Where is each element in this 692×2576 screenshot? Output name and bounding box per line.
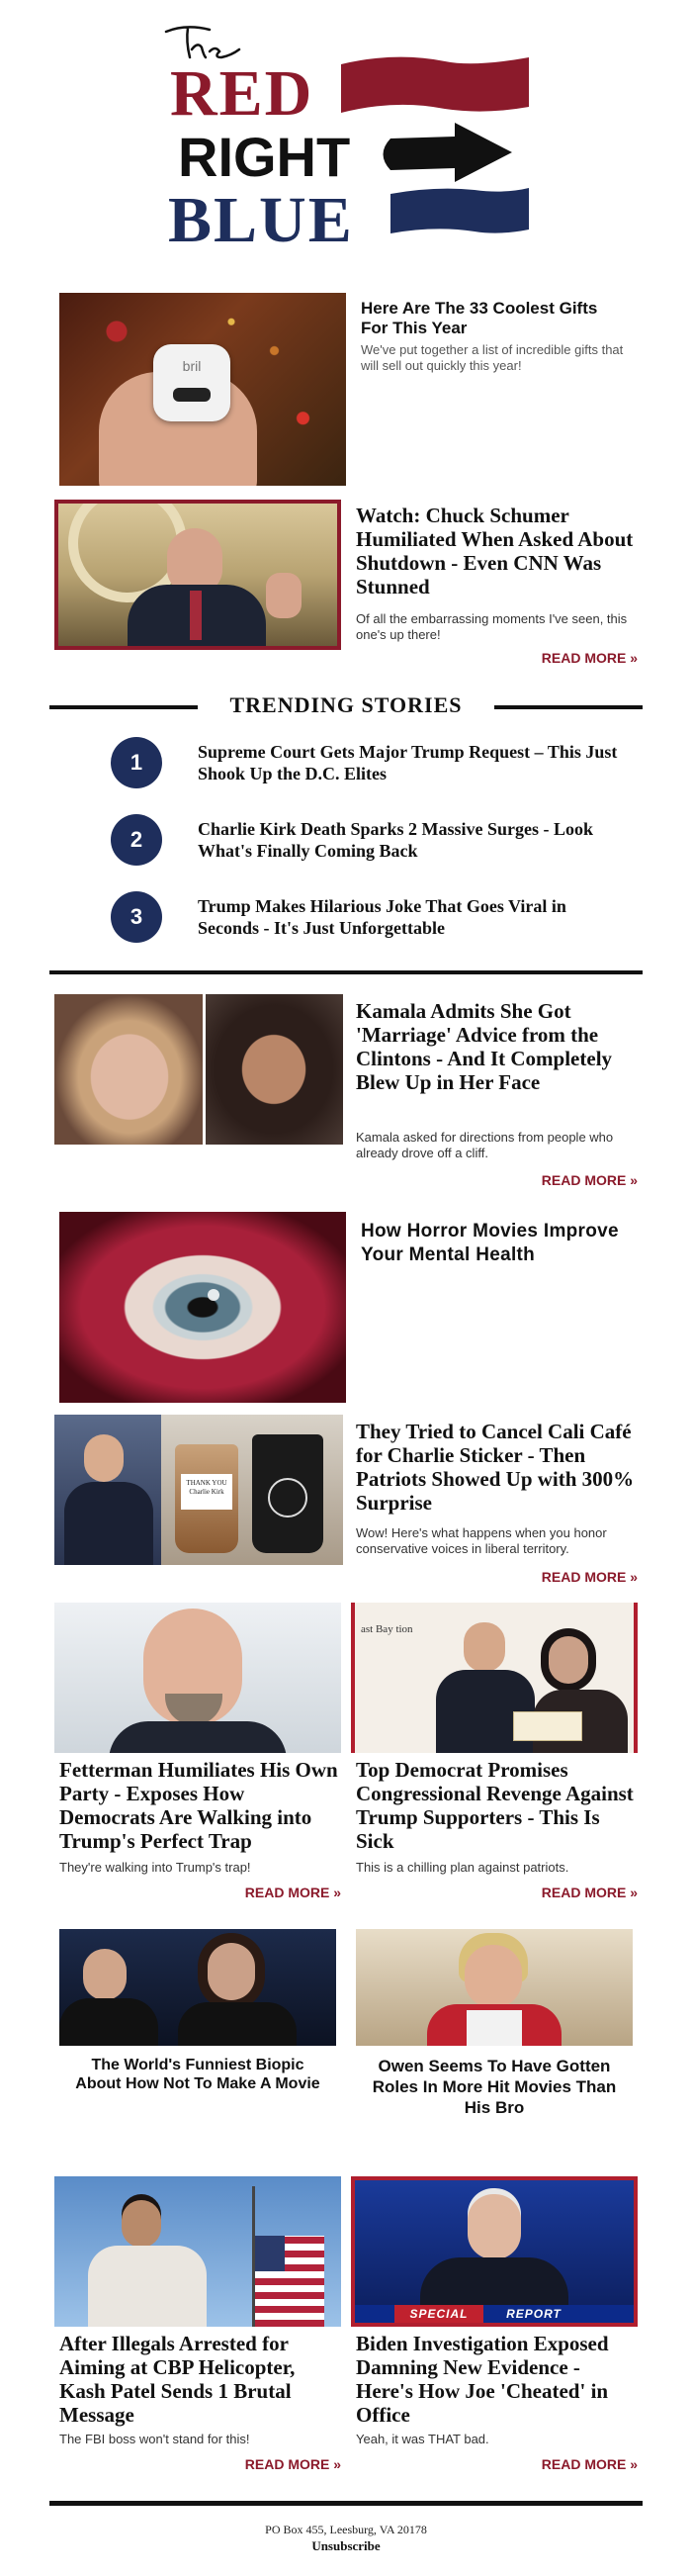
certificate (513, 1711, 582, 1741)
speaker-head (122, 2200, 161, 2248)
ad-owen-title[interactable]: Owen Seems To Have Gotten Roles In More Hit Movies Than His Bro (372, 2057, 617, 2117)
story-cafe-read-more[interactable]: READ MORE » (541, 1569, 638, 1585)
person-hand (266, 573, 302, 618)
biden-head (468, 2194, 521, 2259)
story-biden[interactable] (351, 2176, 638, 2478)
story-biden-read-more[interactable]: READ MORE » (541, 2456, 638, 2472)
ad-owen-image[interactable] (356, 1929, 633, 2046)
story-fetterman-text: They're walking into Trump's trap! (59, 1860, 251, 1875)
sign-backdrop: ast Bay tion (361, 1623, 413, 1635)
story-topdem-text: This is a chilling plan against patriots. (356, 1860, 569, 1875)
story-biden-image[interactable] (351, 2176, 638, 2327)
figure-right-suit (178, 2002, 297, 2046)
trending-item[interactable] (111, 814, 643, 874)
person-shirt (109, 1721, 287, 1753)
story-biden-title[interactable]: Biden Investigation Exposed Damning New Evidence - Here's How Joe 'Cheated' in Office (356, 2332, 609, 2427)
eye-highlight (208, 1289, 219, 1301)
story-cafe-title[interactable]: They Tried to Cancel Cali Café for Charlie Sticker - Then Patriots Showed Up with 300% Surprise (356, 1420, 635, 1515)
badge-report: REPORT (506, 2307, 562, 2321)
story-topdem-title[interactable]: Top Democrat Promises Congressional Revenge Against Trump Supporters - This Is Sick (356, 1758, 634, 1853)
trending-title[interactable]: Charlie Kirk Death Sparks 2 Massive Surges - Look What's Finally Coming Back (198, 819, 594, 861)
coffee-cup-clear (175, 1444, 238, 1553)
speaker-body (88, 2246, 207, 2327)
woman-head (549, 1636, 588, 1684)
trending-number-badge: 3 (111, 891, 162, 943)
footer-address: PO Box 455, Leesburg, VA 20178 (265, 2523, 427, 2536)
feature-schumer-text: Of all the embarrassing moments I've seen, this one's up there! (356, 611, 628, 642)
ad-gifts-image[interactable] (59, 293, 346, 486)
ad-gifts-text: We've put together a list of incredible gifts that will sell out quickly this year! (361, 342, 624, 373)
story-patel-read-more[interactable]: READ MORE » (244, 2456, 341, 2472)
flag (255, 2236, 324, 2327)
feature-schumer-read-more[interactable]: READ MORE » (541, 650, 638, 666)
feature-schumer-image[interactable] (54, 500, 341, 650)
trending-section (49, 692, 643, 984)
feature-schumer[interactable] (54, 500, 638, 678)
trending-item[interactable] (111, 737, 643, 796)
footer-rule (49, 2501, 643, 2506)
story-cafe[interactable] (54, 1415, 638, 1593)
logo-text-right: RIGHT (178, 126, 351, 188)
story-cafe-image[interactable] (54, 1415, 343, 1565)
story-kamala-title[interactable]: Kamala Admits She Got 'Marriage' Advice from the Clintons - And It Completely Blew Up in Her Face (356, 999, 613, 1094)
person-tie (190, 591, 202, 640)
ad-biopic-title[interactable]: The World's Funniest Biopic About How Not To Make A Movie (75, 2057, 320, 2092)
ad-gifts-title[interactable]: Here Are The 33 Coolest Gifts For This Year (361, 299, 598, 337)
image-divider (203, 994, 206, 1145)
owen-apron (467, 2010, 522, 2046)
story-fetterman-image[interactable] (54, 1603, 341, 1753)
story-fetterman[interactable] (54, 1603, 341, 1909)
speaker-suit (64, 1482, 153, 1565)
story-kamala-text: Kamala asked for directions from people who already drove off a cliff. (356, 1130, 614, 1160)
trending-item[interactable] (111, 891, 643, 951)
story-patel[interactable] (54, 2176, 341, 2478)
trending-title[interactable]: Supreme Court Gets Major Trump Request – This Just Shook Up the D.C. Elites (198, 742, 618, 783)
story-patel-title[interactable]: After Illegals Arrested for Aiming at CBP Helicopter, Kash Patel Sends 1 Brutal Message (59, 2332, 296, 2427)
trending-rule-left (49, 705, 198, 709)
logo-text-blue: BLUE (168, 184, 354, 256)
story-topdem-read-more[interactable]: READ MORE » (541, 1885, 638, 1900)
story-biden-text: Yeah, it was THAT bad. (356, 2432, 489, 2446)
coffee-cup-black (252, 1434, 323, 1553)
man-head (464, 1622, 505, 1672)
story-cafe-text: Wow! Here's what happens when you honor conservative voices in liberal territory. (356, 1525, 607, 1556)
trending-rule-bottom (49, 970, 643, 974)
unsubscribe-link[interactable]: Unsubscribe (311, 2538, 381, 2553)
cup-logo (268, 1478, 307, 1518)
cup-sticker: THANK YOU Charlie Kirk (181, 1474, 232, 1510)
ad-owen[interactable] (356, 1929, 633, 2127)
ad-horror-image[interactable] (59, 1212, 346, 1403)
story-kamala-read-more[interactable]: READ MORE » (541, 1172, 638, 1188)
ad-biopic[interactable] (59, 1929, 336, 2127)
biden-suit (420, 2257, 568, 2311)
ad-horror[interactable] (59, 1212, 633, 1405)
feature-schumer-title[interactable]: Watch: Chuck Schumer Humiliated When Asked About Shutdown - Even CNN Was Stunned (356, 504, 634, 598)
story-topdem[interactable] (351, 1603, 638, 1909)
trending-title[interactable]: Trump Makes Hilarious Joke That Goes Viral in Seconds - It's Just Unforgettable (198, 896, 566, 938)
story-kamala[interactable] (54, 994, 638, 1197)
trending-rule-right (494, 705, 643, 709)
figure-left (83, 1949, 127, 2000)
logo[interactable] (158, 20, 534, 267)
figure-left-suit (59, 1998, 158, 2046)
gadget-label: bril (182, 358, 202, 374)
ad-horror-title[interactable]: How Horror Movies Improve Your Mental Health (361, 1221, 619, 1265)
gadget-screen (173, 388, 211, 402)
face-right (205, 994, 343, 1145)
story-fetterman-title[interactable]: Fetterman Humiliates His Own Party - Exposes How Democrats Are Walking into Trump's Perfect Trap (59, 1758, 338, 1853)
flag-canton (255, 2236, 285, 2271)
figure-right (208, 1943, 255, 2000)
logo-text-red: RED (170, 57, 314, 130)
story-patel-text: The FBI boss won't stand for this! (59, 2432, 250, 2446)
story-fetterman-read-more[interactable]: READ MORE » (244, 1885, 341, 1900)
story-topdem-image[interactable] (351, 1603, 638, 1753)
trending-heading: TRENDING STORIES (229, 692, 463, 717)
ad-biopic-image[interactable] (59, 1929, 336, 2046)
ad-gifts[interactable] (59, 293, 633, 486)
badge-special: SPECIAL (394, 2305, 483, 2323)
gadget-device (153, 344, 230, 421)
trending-number-badge: 1 (111, 737, 162, 788)
story-kamala-image[interactable] (54, 994, 343, 1145)
story-patel-image[interactable] (54, 2176, 341, 2327)
face-left (54, 994, 205, 1145)
trending-number-badge: 2 (111, 814, 162, 866)
speaker-head (84, 1434, 124, 1482)
owen-head (465, 1945, 522, 2008)
